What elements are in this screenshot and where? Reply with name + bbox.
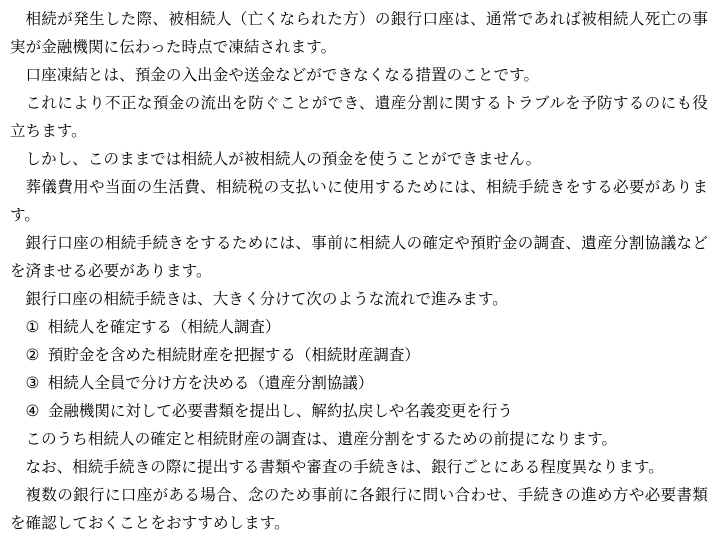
list-item-number: ④ [25, 403, 40, 420]
paragraph: 口座凍結とは、預金の入出金や送金などができなくなる措置のことです。 [25, 67, 540, 84]
list-item [10, 342, 708, 370]
list-item-label: 金融機関に対して必要書類を提出し、解約払戻しや名義変更を行う [47, 403, 513, 420]
list-item [10, 398, 708, 426]
list-item [10, 314, 708, 342]
list-item [10, 370, 708, 398]
paragraph: 銀行口座の相続手続きをするためには、事前に相続人の確定や預貯金の調査、遺産分割協議などを済ませる必要があります。 [10, 235, 708, 280]
paragraph: 葬儀費用や当面の生活費、相続税の支払いに使用するためには、相続手続きをする必要があります。 [10, 179, 708, 224]
paragraph: しかし、このままでは相続人が被相続人の預金を使うことができません。 [25, 151, 542, 168]
paragraph: これにより不正な預金の流出を防ぐことができ、遺産分割に関するトラブルを予防するのにも役立ちます。 [10, 95, 708, 140]
list-item-label: 相続人を確定する（相続人調査） [47, 319, 281, 336]
list-item-label: 預貯金を含めた相続財産を把握する（相続財産調査） [47, 347, 420, 364]
list-item-number: ③ [25, 375, 40, 392]
paragraph: このうち相続人の確定と相続財産の調査は、遺産分割をするための前提になります。 [25, 431, 618, 448]
paragraph: 相続が発生した際、被相続人（亡くなられた方）の銀行口座は、通常であれば被相続人死亡の事実が金融機関に伝わった時点で凍結されます。 [10, 11, 708, 56]
paragraph: なお、相続手続きの際に提出する書類や審査の手続きは、銀行ごとにある程度異なります。 [25, 459, 664, 476]
list-item-number: ② [25, 347, 40, 364]
paragraph: 銀行口座の相続手続きは、大きく分けて次のような流れで進みます。 [25, 291, 508, 308]
list-item-number: ① [25, 319, 40, 336]
paragraph: 複数の銀行に口座がある場合、念のため事前に各銀行に問い合わせ、手続きの進め方や必要書類を確認しておくことをおすすめします。 [10, 487, 708, 532]
list-item-label: 相続人全員で分け方を決める（遺産分割協議） [47, 375, 374, 392]
